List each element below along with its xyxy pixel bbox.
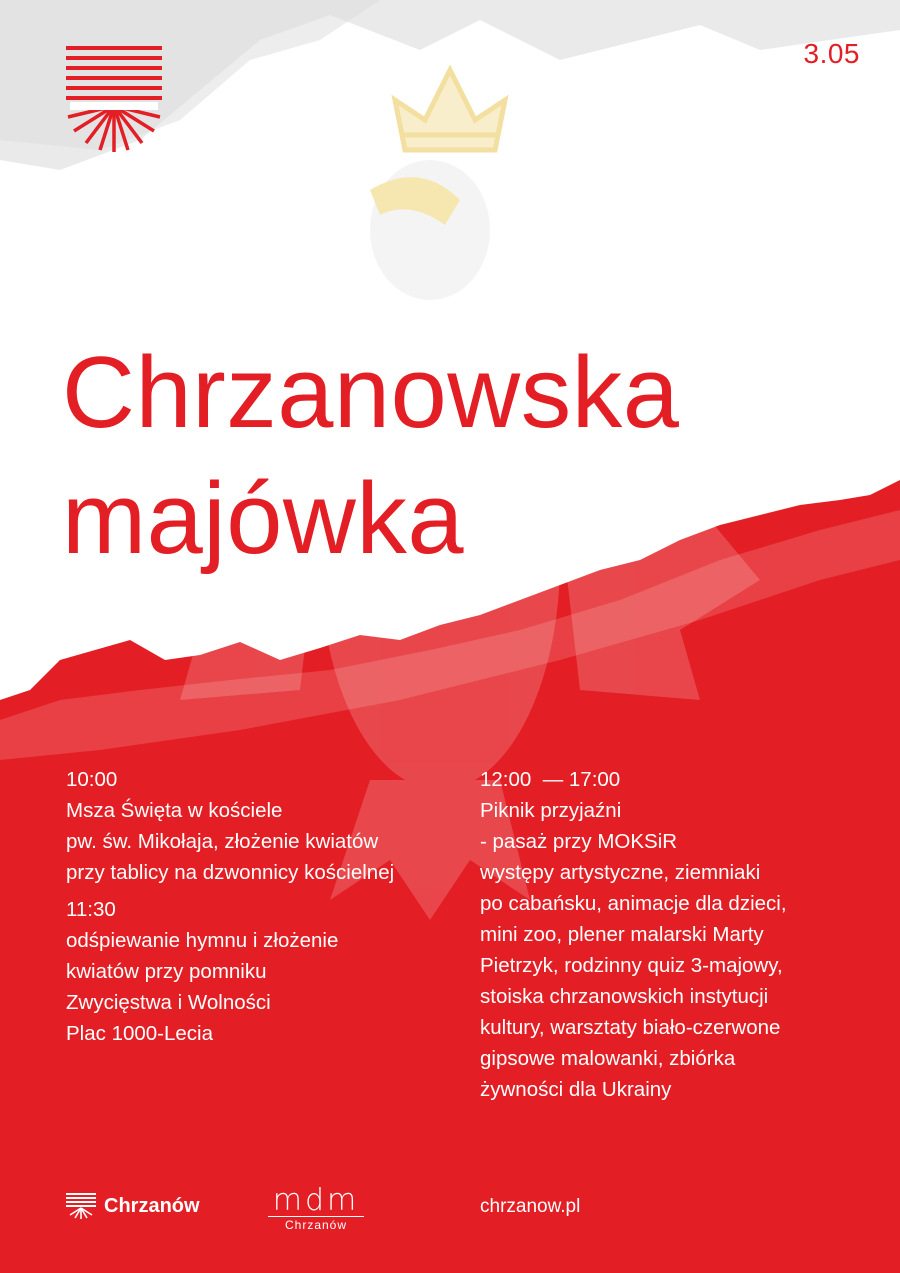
- event-description-line: kultury, warsztaty biało-czerwone: [480, 1016, 781, 1039]
- footer-brand-name: Chrzanów: [104, 1194, 200, 1217]
- event-date: 3.05: [803, 38, 860, 69]
- mdm-logo-main: mdm: [272, 1183, 360, 1218]
- mdm-logo-sub: Chrzanów: [268, 1216, 364, 1232]
- footer-chrzanow-logo: [66, 1193, 200, 1219]
- event-description-line: - pasaż przy MOKSiR: [480, 830, 678, 853]
- event-time: 11:30: [66, 898, 116, 921]
- mdm-logo: [268, 1183, 364, 1232]
- event-description-line: po cabańsku, animacje dla dzieci,: [480, 892, 787, 915]
- poster-title: [62, 330, 679, 582]
- event-description-line: mini zoo, plener malarski Marty: [480, 923, 764, 946]
- event-description-line: Msza Święta w kościele: [66, 799, 283, 822]
- event-description-line: Plac 1000-Lecia: [66, 1022, 214, 1045]
- event-time: 10:00: [66, 768, 118, 791]
- event-description-line: Pietrzyk, rodzinny quiz 3-majowy,: [480, 954, 783, 977]
- event-description-line: Piknik przyjaźni: [480, 799, 622, 822]
- program-right-column: [480, 764, 880, 1105]
- crown-icon: [395, 70, 505, 150]
- event-description-line: przy tablicy na dzwonnicy kościelnej: [66, 861, 395, 884]
- event-description-line: odśpiewanie hymnu i złożenie: [66, 929, 339, 952]
- website-url[interactable]: chrzanow.pl: [480, 1196, 581, 1217]
- event-description-line: kwiatów przy pomniku: [66, 960, 267, 983]
- title-line-1: Chrzanowska: [62, 337, 680, 449]
- event-description-line: Zwycięstwa i Wolności: [66, 991, 271, 1014]
- event-description-line: pw. św. Mikołaja, złożenie kwiatów: [66, 830, 379, 853]
- chrzanow-sun-icon: [66, 1193, 96, 1219]
- event-time: 12:00 — 17:00: [480, 768, 621, 791]
- event-description-line: gipsowe malowanki, zbiórka: [480, 1047, 736, 1070]
- program-left-column: [66, 764, 446, 1049]
- event-description-line: występy artystyczne, ziemniaki: [480, 861, 761, 884]
- title-line-2: majówka: [62, 463, 465, 575]
- event-description-line: stoiska chrzanowskich instytucji: [480, 985, 769, 1008]
- event-description-line: żywności dla Ukrainy: [480, 1078, 672, 1101]
